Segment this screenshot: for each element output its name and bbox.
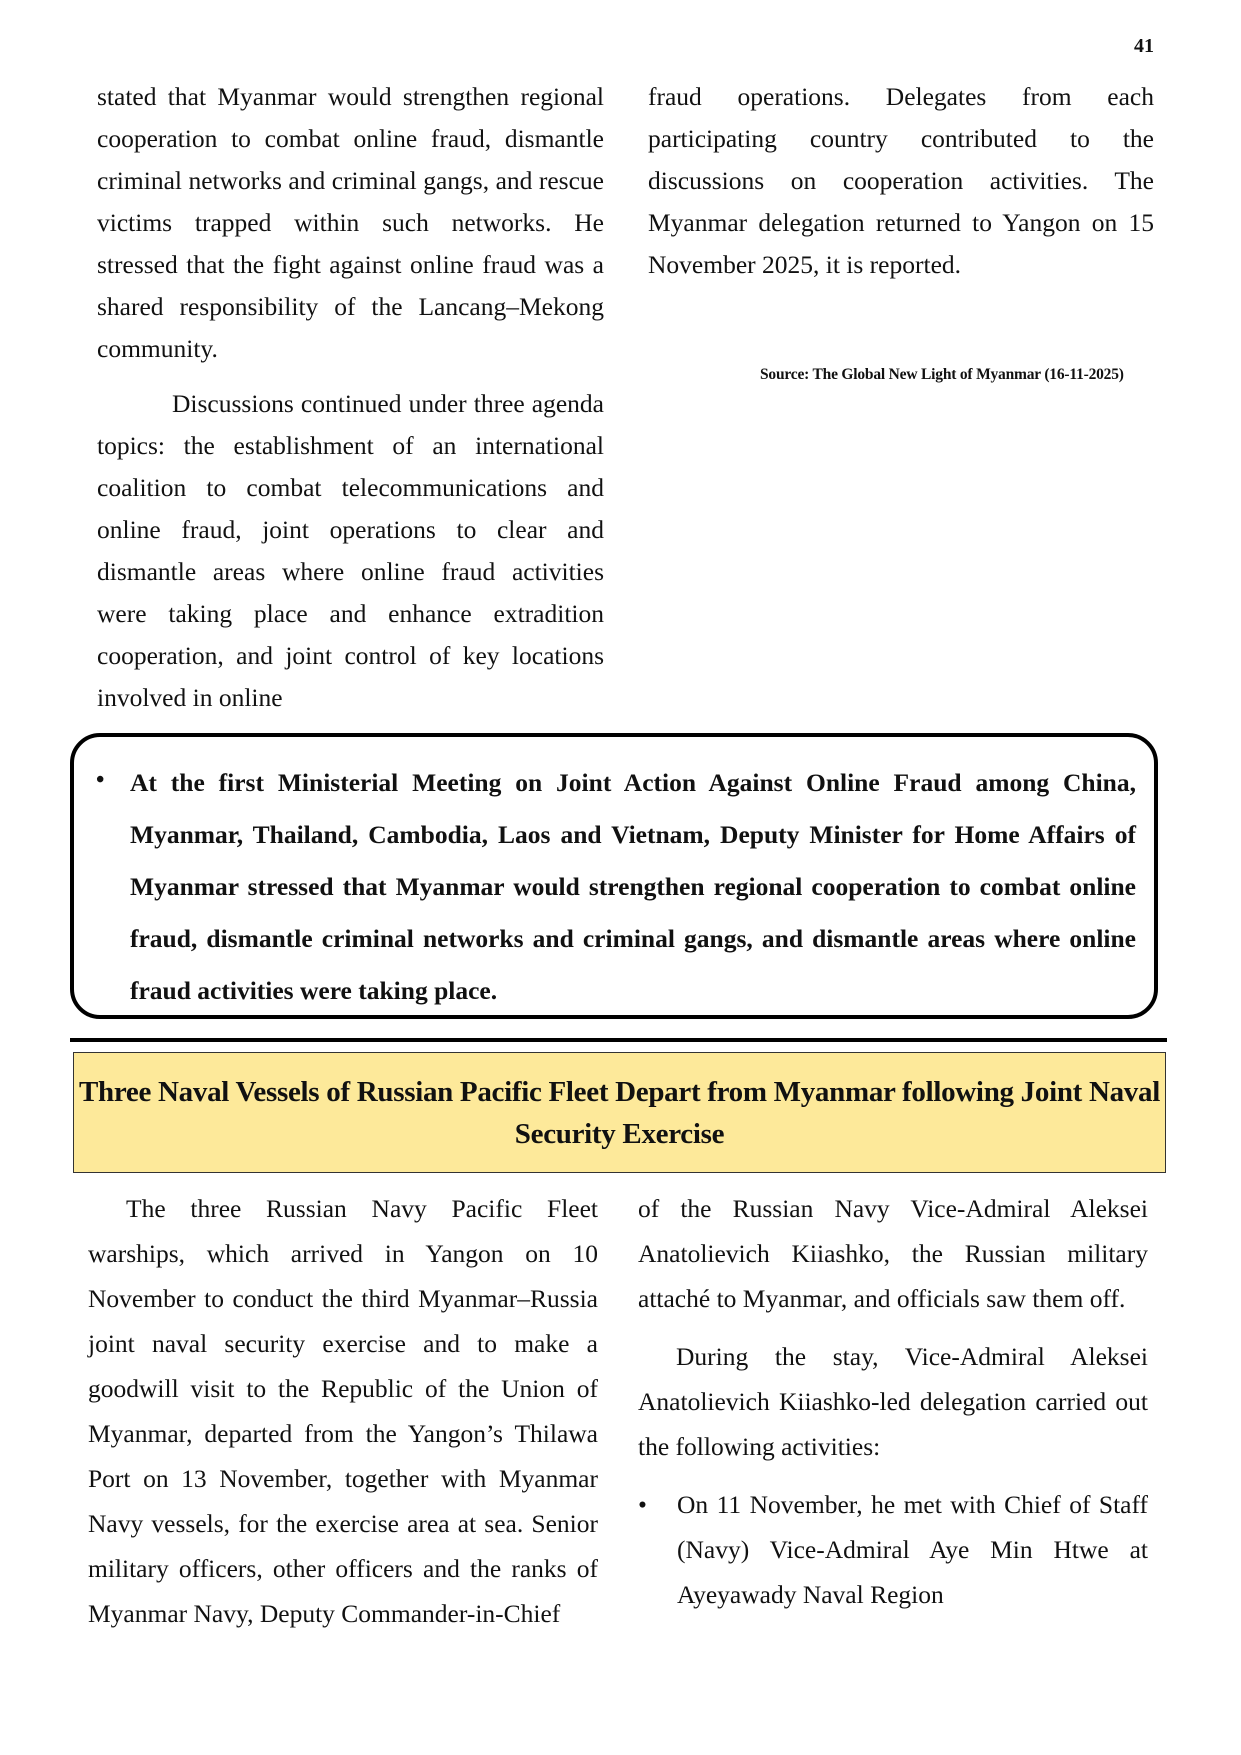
paragraph: The three Russian Navy Pacific Fleet warships, which arrived in Yangon on 10 November to conduct the third Myanmar–Russia joint naval security exercise and to make a goodwill visit to the Republic of the Union of Myanmar, departed from the Yangon’s Thilawa Port on 13 November, together with Myanmar Navy vessels, for the exercise area at sea. Senior military officers, other officers and the ranks of Myanmar Navy, Deputy Commander-in-Chief (88, 1194, 598, 1628)
paragraph: During the stay, Vice-Admiral Aleksei Anatolievich Kiiashko-led delegation carried out the following activities: (638, 1342, 1148, 1461)
list-item-text: On 11 November, he met with Chief of Staff (Navy) Vice-Admiral Aye Min Htwe at Ayeyawady Naval Region (677, 1490, 1148, 1609)
summary-box (70, 733, 1158, 1019)
article2-right-column (638, 1186, 1148, 1617)
article2-left-column (88, 1186, 598, 1636)
list-item (638, 1482, 1148, 1617)
source-citation: Source: The Global New Light of Myanmar (16-11-2025) (760, 366, 1124, 383)
bullet-icon: • (638, 1490, 647, 1519)
paragraph: stated that Myanmar would strengthen regional cooperation to combat online fraud, dismantle criminal networks and criminal gangs, and rescue victims trapped within such networks. He stressed that the fight against online fraud was a shared responsibility of the Lancang–Mekong community. (97, 82, 604, 363)
article1-right-column (648, 76, 1154, 286)
summary-text: At the first Ministerial Meeting on Joint Action Against Online Fraud among China, Myanmar, Thailand, Cambodia, Laos and Vietnam, Deputy Minister for Home Affairs of Myanmar stressed that Myanmar would strengthen regional cooperation to combat online fraud, dismantle criminal networks and criminal gangs, and dismantle areas where online fraud activities were taking place. (130, 768, 1136, 1005)
paragraph: Discussions continued under three agenda topics: the establishment of an international coalition to combat telecommunications and online fraud, joint operations to clear and dismantle areas where online fraud activities were taking place and enhance extradition cooperation, and joint control of key locations involved in online (97, 389, 604, 712)
paragraph: of the Russian Navy Vice-Admiral Aleksei Anatolievich Kiiashko, the Russian military attaché to Myanmar, and officials saw them off. (638, 1194, 1148, 1313)
article-title: Three Naval Vessels of Russian Pacific Fleet Depart from Myanmar following Joint Naval Security Exercise (79, 1075, 1160, 1150)
article1-left-column (97, 76, 604, 719)
article-title-box (73, 1052, 1166, 1173)
bullet-icon: • (96, 767, 105, 793)
page-number: 41 (1134, 35, 1154, 57)
section-divider (70, 1038, 1167, 1042)
paragraph: fraud operations. Delegates from each participating country contributed to the discussions on cooperation activities. The Myanmar delegation returned to Yangon on 15 November 2025, it is reported. (648, 82, 1154, 279)
